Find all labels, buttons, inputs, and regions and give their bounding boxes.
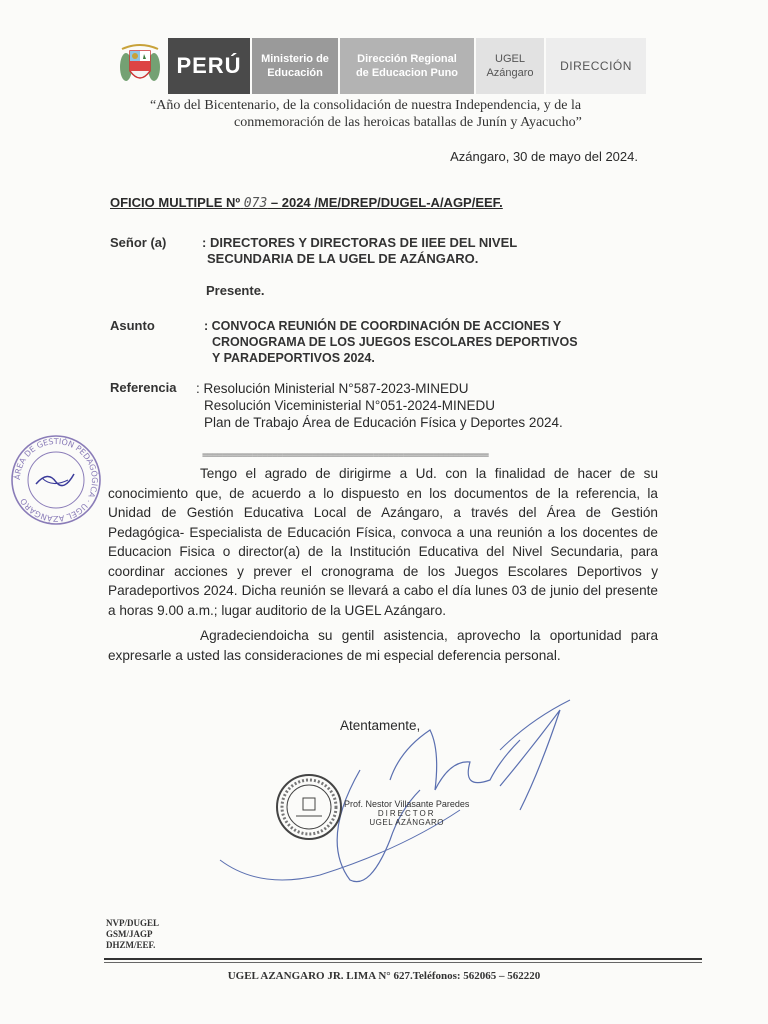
referencia-label: Referencia <box>110 380 177 395</box>
year-motto <box>150 97 650 131</box>
oficio-number: 073 <box>243 196 268 211</box>
referencia-value: : Resolución Ministerial N°587-2023-MINEDU Resolución Viceministerial N°051-2024-MINEDU Plan de Trabajo Área de Educación Física y Deportes 2024. <box>196 381 563 430</box>
motto-line-2: conmemoración de las heroicas batallas de Junín y Ayacucho” <box>234 115 582 130</box>
body-paragraph-1: Tengo el agrado de dirigirme a Ud. con la finalidad de hacer de su conocimiento que, de acuerdo a lo dispuesto en los documentos de la referencia, la Unidad de Gestión Educativa Local de Azángaro, a través del Área de Gestión Pedagógica- Especialista de Educación Física, convoca a una reunión a los docentes de Educacion Fisica o director(a) de la Institución Educativa del Nivel Secundaria, para coordinar acciones y prever el cronograma de los Juegos Escolares Deportivos y Paradeportivos 2024. Dicha reunión se llevará a cabo el día lunes 03 de junio del presente a horas 9.00 a.m.; lugar auditorio de la UGEL Azángaro. <box>108 466 658 618</box>
area-gestion-seal-icon <box>8 432 104 528</box>
document-date: Azángaro, 30 de mayo del 2024. <box>450 149 638 164</box>
oficio-heading: OFICIO MULTIPLE Nº 073 – 2024 /ME/DREP/DUGEL-A/AGP/EEF. <box>110 195 503 211</box>
handwritten-signature <box>200 690 620 900</box>
footer-rule <box>104 958 702 960</box>
footer-address: UGEL AZANGARO JR. LIMA N° 627.Teléfonos: 562065 – 562220 <box>227 970 541 982</box>
footer-rule-thin <box>104 962 702 963</box>
stamp-title: DIRECTOR <box>377 809 436 818</box>
reference-initials: NVP/DUGEL GSM/JAGP DHZM/EEF. <box>106 918 160 950</box>
stamp-name: Prof. Nestor Villasante Paredes <box>344 799 470 809</box>
director-seal-icon <box>274 772 344 842</box>
signature-stamp <box>344 800 469 827</box>
stamp-office: UGEL AZÁNGARO <box>369 818 445 827</box>
direccion-regional-label: Dirección Regional de Educacion Puno <box>340 38 474 94</box>
ugel-label: UGEL Azángaro <box>476 38 544 94</box>
peru-label: PERÚ <box>168 38 250 94</box>
letter-body <box>108 464 658 665</box>
separator-line: ========================================================= <box>202 450 489 461</box>
svg-text:ÁREA DE GESTIÓN PEDAGÓGICA · U: ÁREA DE GESTIÓN PEDAGÓGICA · UGEL AZÁNGARO <box>12 436 100 524</box>
motto-line-1: “Año del Bicentenario, de la consolidación de nuestra Independencia, y de la <box>150 98 582 113</box>
body-paragraph-2: Agradeciendoicha su gentil asistencia, aprovecho la oportunidad para expresarle a usted las consideraciones de mi especial deferencia personal. <box>108 628 658 663</box>
coat-of-arms-icon <box>112 38 168 94</box>
ministerio-label: Ministerio de Educación <box>252 38 338 94</box>
institutional-header <box>112 38 646 94</box>
senor-value: : DIRECTORES Y DIRECTORAS DE IIEE DEL NIVEL SECUNDARIA DE LA UGEL DE AZÁNGARO. <box>202 235 518 266</box>
presente-label: Presente. <box>206 283 265 298</box>
senor-label: Señor (a) <box>110 235 167 250</box>
asunto-label: Asunto <box>110 318 155 333</box>
closing-text: Atentamente, <box>340 718 421 733</box>
asunto-value: : CONVOCA REUNIÓN DE COORDINACIÓN DE ACCIONES Y CRONOGRAMA DE LOS JUEGOS ESCOLARES DEPORTIVOS Y PARADEPORTIVOS 2024. <box>204 319 578 365</box>
direccion-label: DIRECCIÓN <box>546 38 646 94</box>
